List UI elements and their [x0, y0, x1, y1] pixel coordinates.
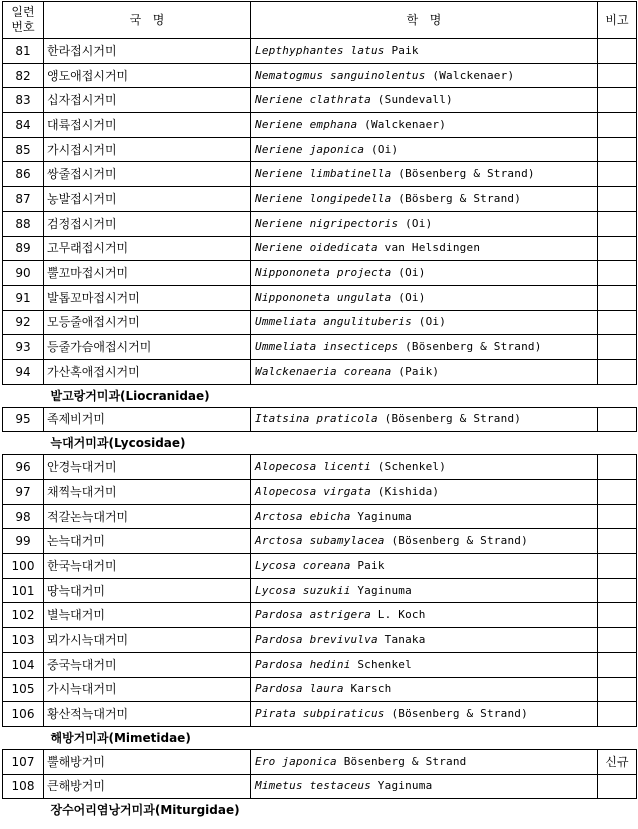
scientific-name-cell	[251, 310, 598, 335]
korean-name-cell: 등줄가슴애접시거미	[44, 335, 251, 360]
remarks-cell	[598, 529, 637, 554]
scientific-name-italic: Pirata subpiraticus	[255, 707, 385, 721]
remarks-cell	[598, 578, 637, 603]
remarks-cell	[598, 335, 637, 360]
table-row	[3, 261, 637, 286]
scientific-name-author: L. Koch	[370, 608, 426, 622]
table-row	[3, 628, 637, 653]
scientific-name-italic: Neriene limbatinella	[255, 167, 392, 181]
scientific-name-cell	[251, 162, 598, 187]
table-row	[3, 63, 637, 88]
serial-number-cell: 105	[3, 677, 44, 702]
scientific-name-italic: Pardosa brevivulva	[255, 632, 378, 646]
table-row	[3, 359, 637, 384]
scientific-name-italic: Nippononeta projecta	[255, 266, 392, 280]
scientific-name-italic: Pardosa hedini	[255, 657, 351, 671]
header-remarks: 비고	[598, 2, 637, 39]
serial-number-cell: 83	[3, 88, 44, 113]
scientific-name-author: Paik	[350, 558, 385, 572]
serial-number-cell: 104	[3, 652, 44, 677]
korean-name-cell: 앵도애접시거미	[44, 63, 251, 88]
table-row	[3, 310, 637, 335]
serial-number-cell: 92	[3, 310, 44, 335]
remarks-cell	[598, 628, 637, 653]
korean-name-cell: 별늑대거미	[44, 603, 251, 628]
header-serial-line1: 일련	[11, 5, 35, 19]
korean-name-cell: 큰해방거미	[44, 774, 251, 799]
scientific-name-italic: Pardosa astrigera	[255, 608, 371, 622]
scientific-name-cell	[251, 39, 598, 64]
korean-name-cell: 뿔해방거미	[44, 749, 251, 774]
scientific-name-cell	[251, 504, 598, 529]
korean-name-cell: 가산혹애접시거미	[44, 359, 251, 384]
remarks-cell	[598, 677, 637, 702]
scientific-name-cell	[251, 359, 598, 384]
korean-name-cell: 발톱꼬마접시거미	[44, 285, 251, 310]
scientific-name-author: (Bösenberg & Strand)	[398, 340, 542, 354]
serial-number-cell: 84	[3, 113, 44, 138]
remarks-cell	[598, 359, 637, 384]
table-row	[3, 480, 637, 505]
remarks-cell	[598, 137, 637, 162]
korean-name-cell: 한국늑대거미	[44, 554, 251, 579]
table-row	[3, 504, 637, 529]
scientific-name-italic: Neriene nigripectoris	[255, 216, 399, 230]
korean-name-cell: 쌍줄접시거미	[44, 162, 251, 187]
scientific-name-italic: Neriene japonica	[255, 142, 365, 156]
scientific-name-cell	[251, 335, 598, 360]
serial-number-cell: 91	[3, 285, 44, 310]
remarks-cell	[598, 480, 637, 505]
scientific-name-author: (Oi)	[364, 142, 399, 156]
korean-name-cell: 적갈논늑대거미	[44, 504, 251, 529]
scientific-name-author: (Bösberg & Strand)	[391, 191, 522, 205]
korean-name-cell: 땅늑대거미	[44, 578, 251, 603]
scientific-name-author: Yaginuma	[350, 583, 412, 597]
scientific-name-cell	[251, 407, 598, 432]
scientific-name-author: (Oi)	[398, 216, 433, 230]
remarks-cell	[598, 774, 637, 799]
scientific-name-italic: Lepthyphantes latus	[255, 43, 385, 57]
scientific-name-author: Paik	[384, 43, 419, 57]
scientific-name-italic: Walckenaeria coreana	[255, 364, 392, 378]
header-serial-line2: 번호	[11, 20, 35, 34]
table-row	[3, 187, 637, 212]
scientific-name-author: Yaginuma	[350, 509, 412, 523]
serial-number-cell: 90	[3, 261, 44, 286]
remarks-cell	[598, 39, 637, 64]
korean-name-cell: 뫼가시늑대거미	[44, 628, 251, 653]
remarks-cell	[598, 261, 637, 286]
scientific-name-cell	[251, 529, 598, 554]
scientific-name-cell	[251, 285, 598, 310]
scientific-name-italic: Arctosa subamylacea	[255, 534, 385, 548]
korean-name-cell: 뿔꼬마접시거미	[44, 261, 251, 286]
species-table	[2, 1, 637, 821]
scientific-name-italic: Ummeliata insecticeps	[255, 340, 399, 354]
remarks-cell	[598, 407, 637, 432]
scientific-name-italic: Itatsina praticola	[255, 412, 378, 426]
scientific-name-author: Bösenberg & Strand	[336, 754, 467, 768]
scientific-name-author: van Helsdingen	[377, 241, 481, 255]
scientific-name-cell	[251, 578, 598, 603]
korean-name-cell: 채찍늑대거미	[44, 480, 251, 505]
korean-name-cell: 십자접시거미	[44, 88, 251, 113]
scientific-name-author: (Kishida)	[370, 484, 440, 498]
remarks-cell	[598, 603, 637, 628]
header-scientific-name: 학 명	[251, 2, 598, 39]
serial-number-cell: 85	[3, 137, 44, 162]
family-heading: 해방거미과(Mimetidae)	[50, 730, 191, 745]
remarks-cell	[598, 88, 637, 113]
serial-number-cell: 100	[3, 554, 44, 579]
remarks-cell	[598, 455, 637, 480]
scientific-name-author: Schenkel	[350, 657, 412, 671]
serial-number-cell: 89	[3, 236, 44, 261]
scientific-name-cell	[251, 187, 598, 212]
family-heading-row	[3, 726, 637, 749]
remarks-cell	[598, 187, 637, 212]
scientific-name-author: (Walckenaer)	[357, 117, 447, 131]
serial-number-cell: 103	[3, 628, 44, 653]
scientific-name-cell	[251, 628, 598, 653]
scientific-name-author: (Oi)	[391, 266, 426, 280]
scientific-name-author: Tanaka	[377, 632, 426, 646]
korean-name-cell: 논늑대거미	[44, 529, 251, 554]
korean-name-cell: 황산적늑대거미	[44, 702, 251, 727]
serial-number-cell: 107	[3, 749, 44, 774]
scientific-name-author: (Bösenberg & Strand)	[384, 534, 528, 548]
serial-number-cell: 108	[3, 774, 44, 799]
scientific-name-cell	[251, 702, 598, 727]
remarks-cell	[598, 211, 637, 236]
scientific-name-author: (Oi)	[391, 290, 426, 304]
remarks-cell: 신규	[598, 749, 637, 774]
remarks-cell	[598, 504, 637, 529]
scientific-name-author: (Paik)	[391, 364, 440, 378]
scientific-name-italic: Neriene emphana	[255, 117, 358, 131]
family-heading: 늑대거미과(Lycosidae)	[50, 436, 186, 451]
korean-name-cell: 가시늑대거미	[44, 677, 251, 702]
scientific-name-italic: Alopecosa virgata	[255, 484, 371, 498]
serial-number-cell: 102	[3, 603, 44, 628]
scientific-name-italic: Pardosa laura	[255, 682, 344, 696]
remarks-cell	[598, 63, 637, 88]
family-heading-row	[3, 432, 637, 455]
korean-name-cell: 안경늑대거미	[44, 455, 251, 480]
table-row	[3, 137, 637, 162]
remarks-cell	[598, 554, 637, 579]
serial-number-cell: 86	[3, 162, 44, 187]
table-row	[3, 211, 637, 236]
scientific-name-author: (Sundevall)	[370, 93, 453, 107]
serial-number-cell: 88	[3, 211, 44, 236]
serial-number-cell: 96	[3, 455, 44, 480]
scientific-name-cell	[251, 652, 598, 677]
remarks-cell	[598, 702, 637, 727]
scientific-name-cell	[251, 113, 598, 138]
scientific-name-cell	[251, 677, 598, 702]
scientific-name-italic: Neriene clathrata	[255, 93, 371, 107]
table-row	[3, 603, 637, 628]
serial-number-cell: 106	[3, 702, 44, 727]
table-row	[3, 39, 637, 64]
species-table-page	[2, 1, 636, 821]
remarks-cell	[598, 310, 637, 335]
scientific-name-italic: Neriene longipedella	[255, 191, 392, 205]
header-korean-name: 국 명	[44, 2, 251, 39]
table-row	[3, 88, 637, 113]
serial-number-cell: 95	[3, 407, 44, 432]
scientific-name-author: (Walckenaer)	[425, 68, 515, 82]
scientific-name-italic: Neriene oidedicata	[255, 241, 378, 255]
scientific-name-cell	[251, 137, 598, 162]
scientific-name-cell	[251, 554, 598, 579]
scientific-name-author: (Bösenberg & Strand)	[391, 167, 535, 181]
table-row	[3, 236, 637, 261]
scientific-name-author: Karsch	[343, 682, 392, 696]
table-row	[3, 677, 637, 702]
scientific-name-author: (Bösenberg & Strand)	[377, 412, 522, 426]
table-row	[3, 285, 637, 310]
scientific-name-italic: Lycosa suzukii	[255, 583, 351, 597]
table-row	[3, 702, 637, 727]
scientific-name-author: (Schenkel)	[370, 460, 447, 474]
korean-name-cell: 한라접시거미	[44, 39, 251, 64]
family-heading-row	[3, 799, 637, 822]
serial-number-cell: 99	[3, 529, 44, 554]
table-row	[3, 578, 637, 603]
table-row	[3, 162, 637, 187]
remarks-cell	[598, 652, 637, 677]
scientific-name-italic: Ero japonica	[255, 754, 337, 768]
scientific-name-cell	[251, 63, 598, 88]
remarks-cell	[598, 162, 637, 187]
table-row	[3, 335, 637, 360]
remarks-cell	[598, 113, 637, 138]
serial-number-cell: 87	[3, 187, 44, 212]
scientific-name-cell	[251, 261, 598, 286]
table-row	[3, 554, 637, 579]
scientific-name-author: (Bösenberg & Strand)	[384, 707, 528, 721]
table-row	[3, 455, 637, 480]
scientific-name-cell	[251, 774, 598, 799]
korean-name-cell: 고무래접시거미	[44, 236, 251, 261]
scientific-name-cell	[251, 236, 598, 261]
scientific-name-italic: Alopecosa licenti	[255, 460, 371, 474]
korean-name-cell: 농발접시거미	[44, 187, 251, 212]
scientific-name-cell	[251, 480, 598, 505]
scientific-name-cell	[251, 211, 598, 236]
family-heading: 밭고랑거미과(Liocranidae)	[50, 388, 210, 403]
table-header-row	[3, 2, 637, 39]
family-heading: 장수어리염낭거미과(Miturgidae)	[50, 803, 240, 818]
serial-number-cell: 101	[3, 578, 44, 603]
species-table-body	[3, 2, 637, 822]
scientific-name-italic: Nippononeta ungulata	[255, 290, 392, 304]
scientific-name-italic: Mimetus testaceus	[255, 779, 371, 793]
scientific-name-italic: Nematogmus sanguinolentus	[255, 68, 426, 82]
scientific-name-italic: Arctosa ebicha	[255, 509, 351, 523]
serial-number-cell: 81	[3, 39, 44, 64]
remarks-cell	[598, 236, 637, 261]
korean-name-cell: 족제비거미	[44, 407, 251, 432]
serial-number-cell: 98	[3, 504, 44, 529]
korean-name-cell: 대륙접시거미	[44, 113, 251, 138]
scientific-name-cell	[251, 455, 598, 480]
scientific-name-cell	[251, 88, 598, 113]
serial-number-cell: 93	[3, 335, 44, 360]
scientific-name-cell	[251, 603, 598, 628]
table-row	[3, 652, 637, 677]
header-serial-number	[3, 2, 44, 39]
remarks-cell	[598, 285, 637, 310]
serial-number-cell: 94	[3, 359, 44, 384]
scientific-name-author: (Oi)	[411, 315, 447, 329]
scientific-name-cell	[251, 749, 598, 774]
serial-number-cell: 82	[3, 63, 44, 88]
table-row	[3, 407, 637, 432]
table-row	[3, 113, 637, 138]
korean-name-cell: 모등줄애접시거미	[44, 310, 251, 335]
table-row	[3, 529, 637, 554]
table-row	[3, 774, 637, 799]
family-heading-row	[3, 384, 637, 407]
korean-name-cell: 가시접시거미	[44, 137, 251, 162]
korean-name-cell: 중국늑대거미	[44, 652, 251, 677]
scientific-name-author: Yaginuma	[370, 779, 433, 793]
scientific-name-italic: Lycosa coreana	[255, 558, 351, 572]
korean-name-cell: 검정접시거미	[44, 211, 251, 236]
scientific-name-italic: Ummeliata angulituberis	[255, 315, 412, 329]
serial-number-cell: 97	[3, 480, 44, 505]
table-row	[3, 749, 637, 774]
